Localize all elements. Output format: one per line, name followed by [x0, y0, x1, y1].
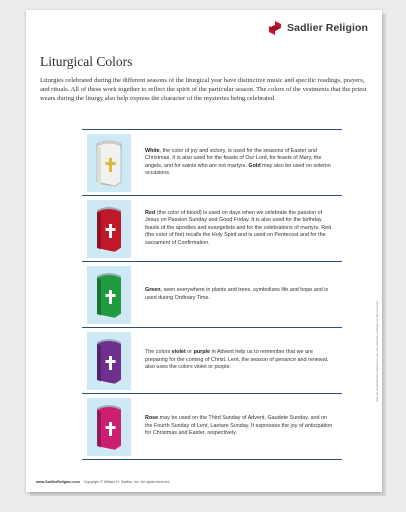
brand-name: Sadlier Religion: [287, 22, 368, 34]
color-row-rose: [82, 394, 342, 460]
footer: [36, 480, 170, 484]
side-note: May be duplicated for classroom use only with the purchase of this resource.: [375, 300, 379, 402]
intro-paragraph: Liturgies celebrated during the different seasons of the liturgical year have distinctive music and specific readings, prayers, and rituals. All of these work together to reflect the spirit of the particular season. The colors of the vestments that the priest wears during the liturgy also help express the character of the mysteries being celebrated.: [40, 77, 367, 103]
color-description-green: Green, seen everywhere in plants and trees, symbolizes life and hope and is used during Ordinary Time.: [145, 287, 329, 301]
footer-url[interactable]: www.SadlierReligion.com: [36, 480, 80, 484]
footer-copyright: Copyright © William H. Sadlier, Inc. All rights reserved.: [83, 480, 171, 484]
stole-icon-green: [87, 266, 131, 324]
sadlier-logo-icon: [267, 20, 283, 36]
color-row-green: [82, 262, 342, 328]
color-row-violet: [82, 328, 342, 394]
stole-icon-red: [87, 200, 131, 258]
brand-logo[interactable]: [267, 20, 368, 36]
color-description-rose: Rose may be used on the Third Sunday of Advent, Gaudete Sunday, and on the Fourth Sunday of Lent, Laetare Sunday. It expresses the joy of anticipation for Christmas and Easter, respectively.: [145, 415, 333, 437]
stole-icon-white: [87, 134, 131, 192]
color-row-white: [82, 130, 342, 196]
document-page: [26, 10, 382, 492]
color-description-white: White, the color of joy and victory, is used for the seasons of Easter and Christmas. It is also used for the feasts of Our Lord, for feasts of Mary, the angels, and for saints who are not martyrs. Gold may also be used on solemn occasions.: [145, 147, 331, 176]
liturgical-colors-table: [82, 129, 342, 460]
page-title: Liturgical Colors: [40, 54, 133, 69]
stole-icon-violet: [87, 332, 131, 390]
color-description-red: Red (the color of blood) is used on days when we celebrate the passion of Jesus on Passion Sunday and Good Friday. It is also used for the birthday feasts of the apostles and evangelists and for the celebrations of martyrs. Red (the color of fire) recalls the Holy Spirit and is used on Pentecost and for the sacrament of Confirmation.: [145, 209, 332, 246]
stole-icon-rose: [87, 398, 131, 456]
color-row-red: [82, 196, 342, 262]
color-description-violet: The colors violet or purple in Advent help us to remember that we are preparing for the coming of Christ. Lent, the season of penance and renewal, also uses the colors violet or purple.: [145, 349, 329, 371]
